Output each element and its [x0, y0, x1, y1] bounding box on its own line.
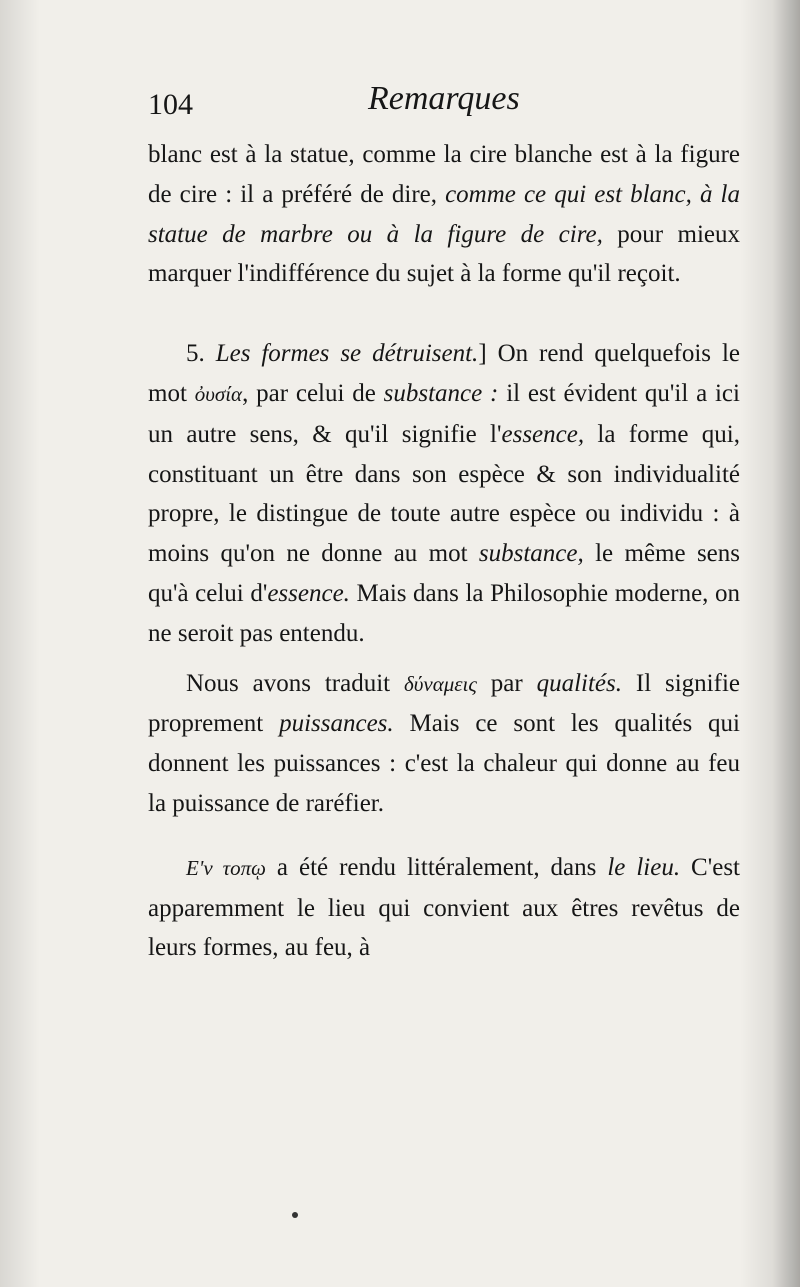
- text-run: C'est apparemment le lieu qui convient aux êtres revêtus de leurs formes, au feu, à: [148, 853, 740, 962]
- greek-word: ὀυσία: [194, 381, 243, 406]
- page-header: [148, 80, 758, 130]
- text-run: Il signifie proprement: [148, 669, 740, 738]
- italic-run: Les formes se détruisent.: [215, 340, 479, 368]
- italic-run: comme ce qui est blanc, à la statue de marbre ou à la figure de cire,: [148, 180, 740, 248]
- text-run: Mais dans la Philosophie moderne, on ne seroit pas entendu.: [148, 579, 740, 647]
- greek-word: δύναμεις: [403, 671, 477, 696]
- text-run: la forme qui, constituant un être dans son espèce & son individualité propre, le distingue de toute autre espèce ou individu : à moins qu'on ne donne au mot: [148, 420, 740, 568]
- page-number: 104: [148, 88, 193, 121]
- italic-run: essence,: [501, 420, 585, 448]
- paragraph-4: [148, 848, 740, 968]
- text-run: ] On rend quelquefois le mot: [148, 340, 740, 407]
- italic-run: qualités.: [536, 669, 622, 697]
- italic-run: le lieu.: [607, 853, 681, 881]
- text-run: Nous avons traduit: [186, 669, 404, 697]
- body-text: [148, 135, 740, 968]
- text-run: pour mieux marquer l'indifférence du sujet à la forme qu'il reçoit.: [148, 220, 740, 288]
- running-head: Remarques: [368, 80, 520, 117]
- text-run: le même sens qu'à celui d': [148, 540, 740, 607]
- greek-word: Ε'ν τοπῳ: [186, 855, 266, 880]
- text-run: par: [476, 669, 537, 697]
- paragraph-2: [148, 334, 740, 653]
- italic-run: essence.: [267, 579, 350, 607]
- italic-run: substance :: [383, 379, 499, 407]
- text-run: a été rendu littéralement, dans: [265, 853, 608, 881]
- italic-run: substance,: [478, 540, 584, 568]
- text-run: il est évident qu'il a ici un autre sens, & qu'il signifie l': [148, 379, 740, 448]
- text-run: Mais ce sont les qualités qui donnent les puissances : c'est la chaleur qui donne au feu la puissance de raréfier.: [148, 710, 741, 817]
- ink-spot: [292, 1212, 298, 1218]
- paragraph-1: [148, 135, 740, 294]
- text-run: blanc est à la statue, comme la cire blanche est à la figure de cire : il a préféré de dire,: [148, 141, 740, 208]
- italic-run: puissances.: [279, 710, 394, 738]
- paragraph-3: [148, 664, 740, 824]
- text-run: , par celui de: [242, 379, 384, 407]
- note-number: 5.: [186, 340, 216, 368]
